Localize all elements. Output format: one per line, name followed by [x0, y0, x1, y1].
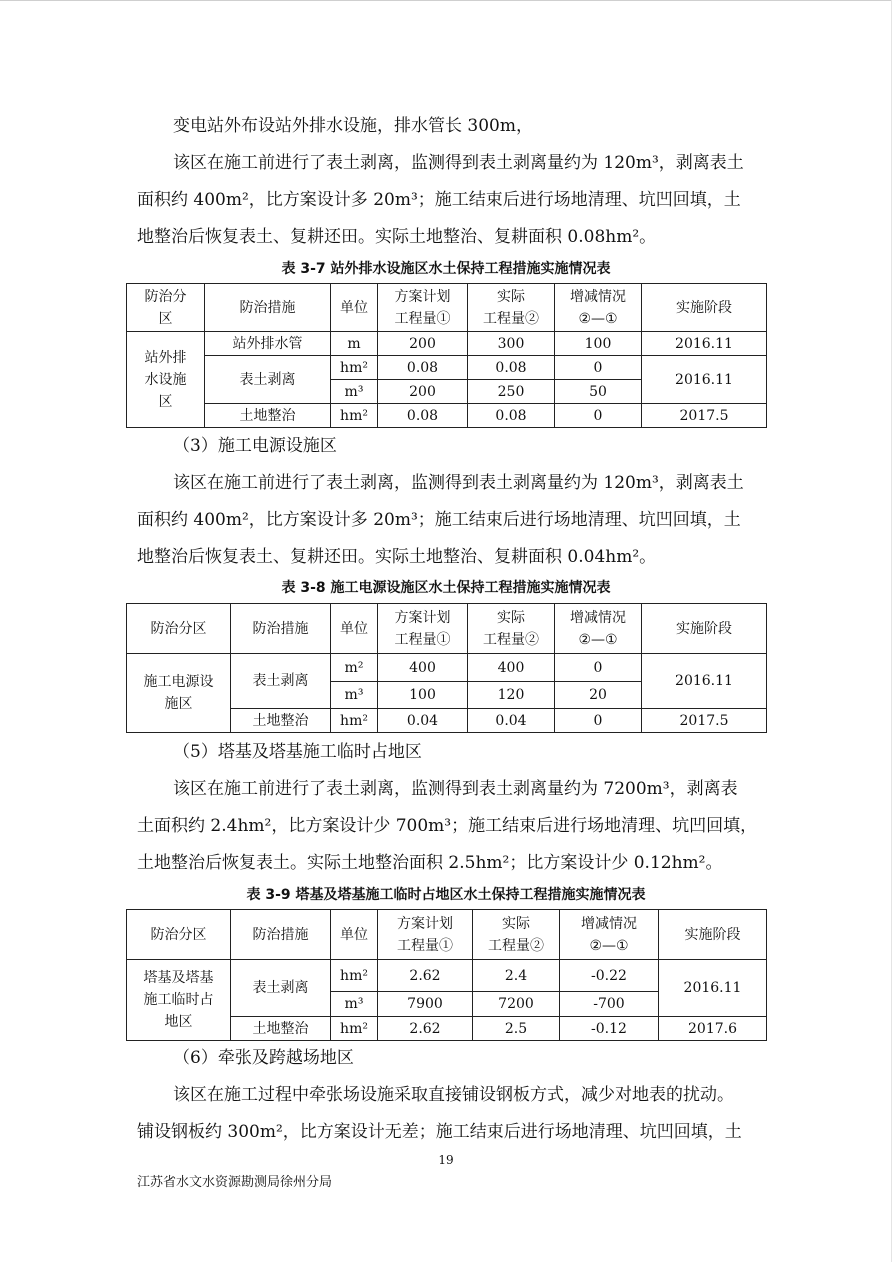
- table-3-8-caption: 表 3-8 施工电源设施区水土保持工程措施实施情况表: [281, 580, 611, 596]
- text-line: 面积约 400m²，比方案设计多 20m³；施工结束后进行场地清理、坑凹回填，土: [137, 190, 741, 210]
- plan-cell: 7900: [378, 992, 473, 1017]
- unit-cell: m³: [331, 682, 378, 709]
- header-measure: 防治措施: [205, 284, 331, 332]
- actual-cell: 250: [468, 380, 555, 404]
- text-line: 变电站外布设站外排水设施，排水管长 300m，: [173, 116, 533, 136]
- header-stage: 实施阶段: [642, 604, 767, 654]
- measure-cell: 站外排水管: [205, 332, 331, 356]
- diff-cell: -0.22: [560, 960, 659, 992]
- header-stage: 实施阶段: [642, 284, 767, 332]
- actual-cell: 300: [468, 332, 555, 356]
- text-line: 铺设钢板约 300m²，比方案设计无差；施工结束后进行场地清理、坑凹回填，土: [137, 1122, 742, 1142]
- measure-cell: 土地整治: [231, 709, 331, 733]
- text-line: 地整治后恢复表土、复耕还田。实际土地整治、复耕面积 0.04hm²。: [137, 547, 657, 567]
- unit-cell: hm²: [331, 709, 378, 733]
- stage-cell: 2016.11: [642, 356, 767, 404]
- plan-cell: 100: [378, 682, 468, 709]
- table-header-row: [127, 910, 767, 960]
- header-plan: 方案计划 工程量①: [378, 604, 468, 654]
- intro-paragraph: [137, 108, 761, 256]
- diff-cell: 0: [555, 404, 642, 428]
- diff-cell: 0: [555, 356, 642, 380]
- unit-cell: m²: [331, 654, 378, 682]
- table-3-7: [126, 283, 767, 428]
- section-heading: （6）牵张及跨越场地区: [173, 1048, 354, 1068]
- stage-cell: 2017.5: [642, 709, 767, 733]
- unit-cell: m: [331, 332, 378, 356]
- diff-cell: 0: [555, 709, 642, 733]
- zone-cell: 站外排 水设施 区: [127, 332, 205, 428]
- table-row: [127, 960, 767, 992]
- measure-cell: 表土剥离: [205, 356, 331, 404]
- header-unit: 单位: [331, 604, 378, 654]
- section-5-paragraph: [137, 734, 761, 882]
- section-heading: （3）施工电源设施区: [173, 436, 337, 456]
- plan-cell: 200: [378, 380, 468, 404]
- table-row: [127, 654, 767, 682]
- plan-cell: 0.04: [378, 709, 468, 733]
- text-line: 地整治后恢复表土、复耕还田。实际土地整治、复耕面积 0.08hm²。: [137, 227, 657, 247]
- actual-cell: 120: [468, 682, 555, 709]
- table-3-8: [126, 603, 767, 733]
- table-header-row: [127, 604, 767, 654]
- header-actual: 实际 工程量②: [473, 910, 560, 960]
- header-zone: 防治分区: [127, 910, 231, 960]
- plan-cell: 0.08: [378, 404, 468, 428]
- measure-cell: 土地整治: [231, 1017, 331, 1041]
- text-line: 该区在施工前进行了表土剥离，监测得到表土剥离量约为 120m³，剥离表土: [173, 153, 744, 173]
- text-line: 土地整治后恢复表土。实际土地整治面积 2.5hm²；比方案设计少 0.12hm²。: [137, 853, 723, 873]
- header-zone: 防治分区: [127, 604, 231, 654]
- unit-cell: hm²: [331, 404, 378, 428]
- unit-cell: hm²: [331, 356, 378, 380]
- header-unit: 单位: [331, 910, 378, 960]
- header-zone: 防治分 区: [127, 284, 205, 332]
- header-plan: 方案计划 工程量①: [378, 910, 473, 960]
- unit-cell: hm²: [331, 1017, 378, 1041]
- actual-cell: 2.4: [473, 960, 560, 992]
- text-line: 该区在施工过程中牵张场设施采取直接铺设钢板方式，减少对地表的扰动。: [173, 1085, 734, 1105]
- stage-cell: 2016.11: [659, 960, 767, 1017]
- header-diff: 增减情况 ②—①: [555, 284, 642, 332]
- stage-cell: 2016.11: [642, 332, 767, 356]
- diff-cell: 0: [555, 654, 642, 682]
- table-header-row: [127, 284, 767, 332]
- actual-cell: 7200: [473, 992, 560, 1017]
- section-heading: （5）塔基及塔基施工临时占地区: [173, 742, 422, 762]
- footer-organization: 江苏省水文水资源勘测局徐州分局: [137, 1175, 333, 1190]
- measure-cell: 土地整治: [205, 404, 331, 428]
- actual-cell: 0.08: [468, 404, 555, 428]
- diff-cell: -0.12: [560, 1017, 659, 1041]
- section-3-paragraph: [137, 428, 761, 576]
- measure-cell: 表土剥离: [231, 960, 331, 1017]
- page-number: 19: [438, 1153, 454, 1167]
- stage-cell: 2016.11: [642, 654, 767, 709]
- zone-cell: 施工电源设 施区: [127, 654, 231, 733]
- header-unit: 单位: [331, 284, 378, 332]
- section-6-paragraph: [137, 1040, 761, 1151]
- table-3-7-caption: 表 3-7 站外排水设施区水土保持工程措施实施情况表: [281, 261, 611, 277]
- unit-cell: hm²: [331, 960, 378, 992]
- plan-cell: 2.62: [378, 960, 473, 992]
- header-plan: 方案计划 工程量①: [378, 284, 468, 332]
- plan-cell: 400: [378, 654, 468, 682]
- header-measure: 防治措施: [231, 910, 331, 960]
- table-row: [127, 356, 767, 380]
- diff-cell: 20: [555, 682, 642, 709]
- top-border-line: [0, 0, 892, 1]
- actual-cell: 400: [468, 654, 555, 682]
- stage-cell: 2017.5: [642, 404, 767, 428]
- measure-cell: 表土剥离: [231, 654, 331, 709]
- table-3-9-caption: 表 3-9 塔基及塔基施工临时占地区水土保持工程措施实施情况表: [246, 887, 646, 903]
- text-line: 该区在施工前进行了表土剥离，监测得到表土剥离量约为 120m³，剥离表土: [173, 473, 744, 493]
- plan-cell: 2.62: [378, 1017, 473, 1041]
- header-actual: 实际 工程量②: [468, 284, 555, 332]
- unit-cell: m³: [331, 380, 378, 404]
- diff-cell: 100: [555, 332, 642, 356]
- unit-cell: m³: [331, 992, 378, 1017]
- table-3-9: [126, 909, 767, 1041]
- header-diff: 增减情况 ②—①: [560, 910, 659, 960]
- table-row: [127, 404, 767, 428]
- plan-cell: 200: [378, 332, 468, 356]
- diff-cell: -700: [560, 992, 659, 1017]
- plan-cell: 0.08: [378, 356, 468, 380]
- actual-cell: 0.04: [468, 709, 555, 733]
- diff-cell: 50: [555, 380, 642, 404]
- header-diff: 增减情况 ②—①: [555, 604, 642, 654]
- text-line: 面积约 400m²，比方案设计多 20m³；施工结束后进行场地清理、坑凹回填，土: [137, 510, 741, 530]
- stage-cell: 2017.6: [659, 1017, 767, 1041]
- header-measure: 防治措施: [231, 604, 331, 654]
- zone-cell: 塔基及塔基 施工临时占 地区: [127, 960, 231, 1041]
- text-line: 该区在施工前进行了表土剥离，监测得到表土剥离量约为 7200m³，剥离表: [173, 779, 738, 799]
- header-actual: 实际 工程量②: [468, 604, 555, 654]
- table-row: [127, 332, 767, 356]
- actual-cell: 0.08: [468, 356, 555, 380]
- actual-cell: 2.5: [473, 1017, 560, 1041]
- header-stage: 实施阶段: [659, 910, 767, 960]
- text-line: 土面积约 2.4hm²，比方案设计少 700m³；施工结束后进行场地清理、坑凹回填，: [137, 816, 758, 836]
